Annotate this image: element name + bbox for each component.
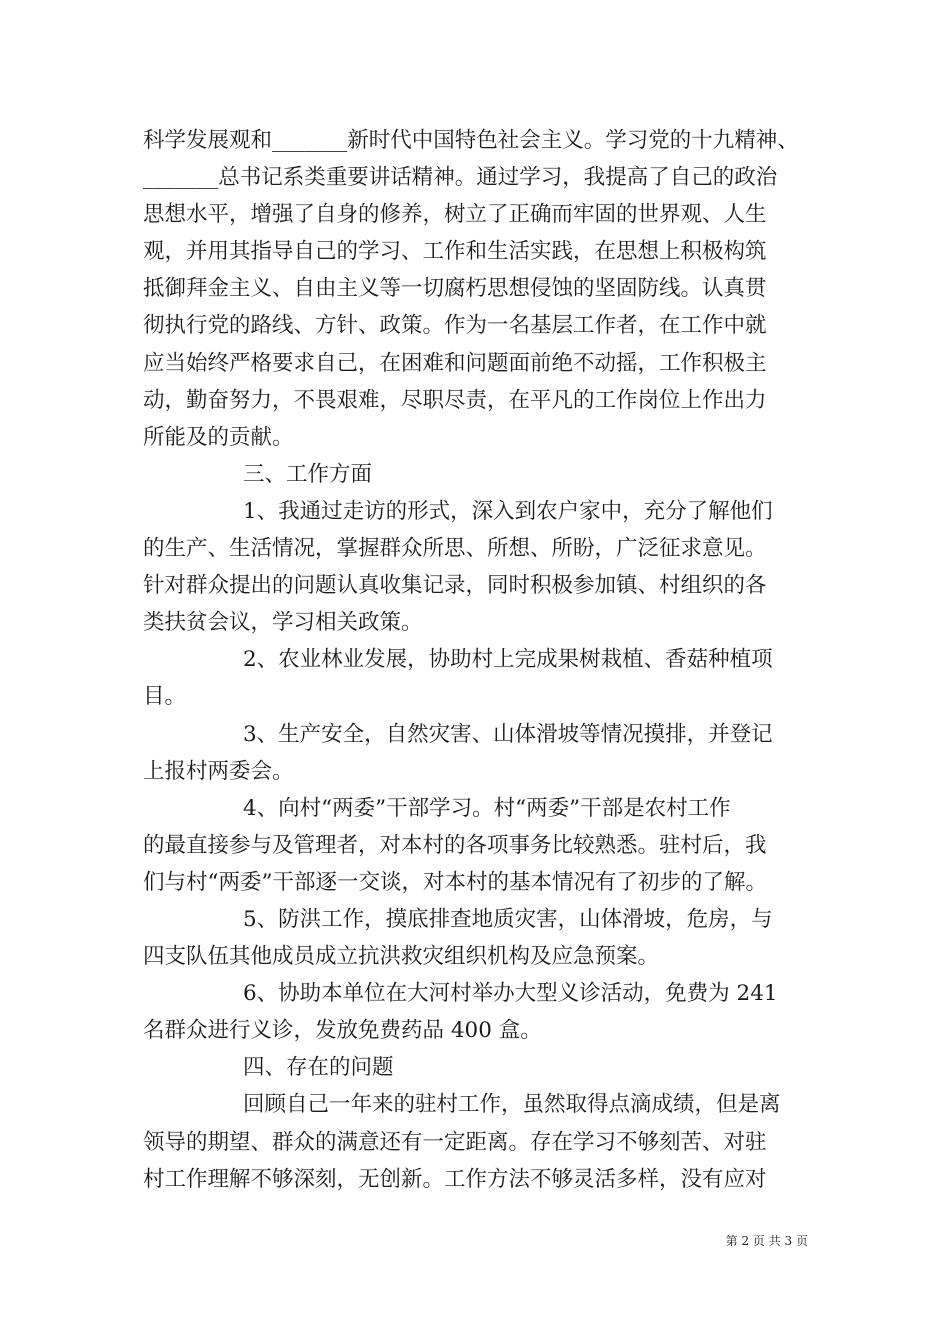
text-line: 2、农业林业发展，协助村上完成果树栽植、香菇种植项 <box>243 647 773 673</box>
text-line: _______总书记系类重要讲话精神。通过学习，我提高了自己的政治 <box>143 165 778 191</box>
text-line: 5、防洪工作，摸底排查地质灾害，山体滑坡，危房，与 <box>243 906 773 932</box>
text-line: 四支队伍其他成员成立抗洪救灾组织机构及应急预案。 <box>143 944 660 970</box>
text-line: 应当始终严格要求自己，在困难和问题面前绝不动摇，工作积极主 <box>143 350 767 376</box>
text-line: 6、协助本单位在大河村举办大型义诊活动，免费为 241 <box>243 981 778 1007</box>
section-heading-problems: 四、存在的问题 <box>243 1055 394 1081</box>
text-line: 名群众进行义诊，发放免费药品 400 盒。 <box>143 1018 542 1044</box>
text-line: 4、向村“两委”干部学习。村“两委”干部是农村工作 <box>243 795 731 821</box>
text-line: 针对群众提出的问题认真收集记录，同时积极参加镇、村组织的各 <box>143 573 767 599</box>
page-number-footer: 第 2 页 共 3 页 <box>725 1234 808 1248</box>
text-line: 目。 <box>143 684 187 710</box>
text-line: 思想水平，增强了自身的修养，树立了正确而牢固的世界观、人生 <box>143 202 767 228</box>
text-line: 的最直接参与及管理者，对本村的各项事务比较熟悉。驻村后，我 <box>143 832 767 858</box>
text-line: 所能及的贡献。 <box>143 424 294 450</box>
text-line: 类扶贫会议，学习相关政策。 <box>143 610 423 636</box>
text-line: 彻执行党的路线、方针、政策。作为一名基层工作者，在工作中就 <box>143 313 767 339</box>
text-line: 领导的期望、群众的满意还有一定距离。存在学习不够刻苦、对驻 <box>143 1129 767 1155</box>
text-line: 的生产、生活情况，掌握群众所思、所想、所盼，广泛征求意见。 <box>143 536 767 562</box>
text-line: 回顾自己一年来的驻村工作，虽然取得点滴成绩，但是离 <box>243 1092 781 1118</box>
text-line: 动，勤奋努力，不畏艰难，尽职尽责，在平凡的工作岗位上作出力 <box>143 387 767 413</box>
text-line: 村工作理解不够深刻，无创新。工作方法不够灵活多样，没有应对 <box>143 1166 767 1192</box>
text-line: 科学发展观和_______新时代中国特色社会主义。学习党的十九精神、 <box>143 128 799 153</box>
section-heading-work: 三、工作方面 <box>243 461 373 487</box>
text-line: 3、生产安全，自然灾害、山体滑坡等情况摸排，并登记 <box>243 721 773 747</box>
text-line: 们与村“两委”干部逐一交谈，对本村的基本情况有了初步的了解。 <box>143 869 767 895</box>
text-line: 观，并用其指导自己的学习、工作和生活实践，在思想上积极构筑 <box>143 239 767 265</box>
document-body <box>143 122 807 1198</box>
text-line: 上报村两委会。 <box>143 758 294 784</box>
text-line: 1、我通过走访的形式，深入到农户家中，充分了解他们 <box>243 498 773 524</box>
text-line: 抵御拜金主义、自由主义等一切腐朽思想侵蚀的坚固防线。认真贯 <box>143 276 767 302</box>
